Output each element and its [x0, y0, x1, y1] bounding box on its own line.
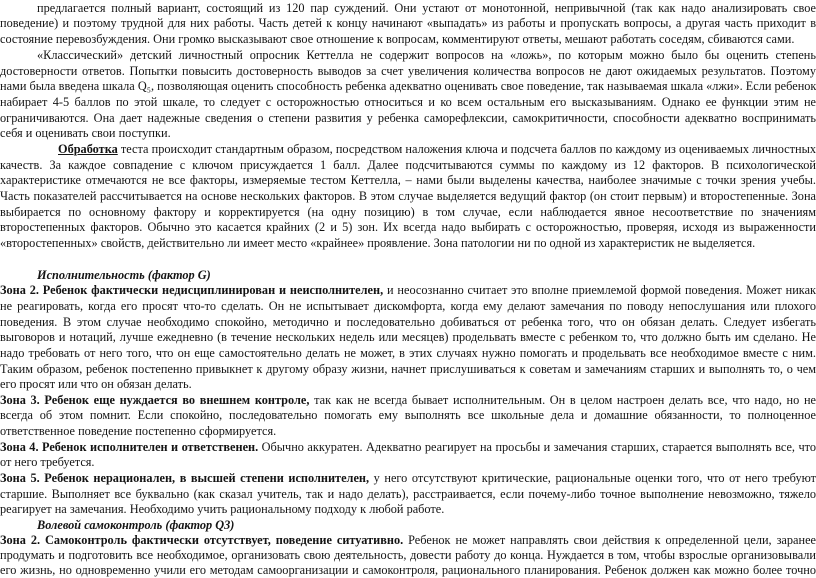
paragraph-line: предлагается полный вариант, состоящий из 120 пар суждений. Они устают от монотонной, непривычной (так как надо анализировать свое [37, 1, 816, 15]
paragraph-line: состояние перевозбуждения. Они громко высказывают свое отношение к вопросам, комментируют ответы, мешают работать соседям, сбиваются сами. [0, 32, 795, 46]
paragraph-line: себя и оценивать свои поступки. [0, 126, 171, 140]
paragraph-line: ограничиваются. Она дает надежные сведения о степени развития у ребенка саморефлексии, самокритичности, способности адекватно воспринимать [0, 111, 816, 125]
paragraph-line: «Классический» детский личностный опросник Кеттелла не содержит вопросов на «ложь», по которым можно было бы оценить степень [37, 48, 816, 62]
paragraph-line: ответственное поведение постепенно сформируется. [0, 424, 277, 438]
paragraph-line: всегда об этом помнит. Если спокойно, последовательно помогать ему выполнять все школьные дела и домашние обязанности, то полноценное [0, 408, 816, 422]
zone-2-line [0, 533, 816, 548]
zone-4-line [0, 440, 816, 455]
zone-2-line [0, 283, 816, 298]
paragraph-line: Таким образом, ребенок постепенно привыкнет к другому образу жизни, начнет прислушиваться к советам и замечаниям старших и выполнять то, о чем [0, 362, 816, 376]
paragraph-line: его просят или что он обязан делать. [0, 377, 192, 391]
paragraph-line: поведения. В этом случае необходимо спокойно, методично и последовательно добиваться от ребенка того, что он обязан делать. Следует избегать [0, 315, 816, 329]
paragraph-line: набирает 4-5 баллов по этой шкале, то следует с осторожностью относиться и ко всем остальным его высказываниям. Однако ее функции этим не [0, 95, 816, 109]
paragraph-line: достоверности ответов. Попытки повысить достоверность выводов за счет увеличения количества вопросов не дают ожидаемых результатов. Поэтому [0, 64, 816, 78]
paragraph-line: Часть показателей рассчитывается на основе нескольких факторов. В этом случае выделяется ведущий фактор (он стоит первым) и второстепенные. Зона [0, 189, 816, 203]
zone-4-label: Зона 4. Ребенок исполнителен и ответственен. [0, 440, 259, 454]
zone-text: и неосознанно считает это вполне приемлемой формой поведения. Может никак [383, 283, 816, 297]
zone-text: у него отсутствуют критические, рациональные оценки того, что от него требуют [369, 471, 816, 485]
paragraph-line: его жизнь, но одновременно учили его методам самоорганизации и самоконтроля, рационального планирования. Ребенок должен как можно более точно [0, 563, 816, 577]
section-heading-factor-g: Исполнительность (фактор G) [37, 268, 211, 282]
section-heading-factor-q3: Волевой самоконтроль (фактор Q3) [37, 518, 235, 532]
zone-text: так как не всегда бывает исполнительным. Он в целом настроен делать все, что надо, но не [309, 393, 816, 407]
paragraph-line [0, 142, 816, 157]
zone-3-line [0, 393, 816, 408]
paragraph-line: нами была введена шкала Q₅, позволяющая оценить способность ребенка адекватно оценивать свое поведение, так называемая шкала «лжи». Если ребенок [0, 79, 816, 93]
zone-5-line [0, 471, 816, 486]
paragraph-line: не реагировать, когда его просят что-то сделать. Он не испытывает дискомфорта, когда ему делают замечания по поводу непослушания или плохого [0, 299, 816, 313]
paragraph-line: старшие. Выполняет все буквально (как сказал учитель, так и надо делать), расстраивается, если почему-либо точное выполнение невозможно, тяжело [0, 487, 816, 501]
paragraph-line: характеристике отмечаются не все факторы, измеряемые тестом Кеттелла, – нами были выделены качества, наиболее значимые с точки зрения учебы. [0, 173, 816, 187]
zone-text: Ребенок не может направлять свои действия к определенной цели, заранее [403, 533, 816, 547]
paragraph-line: второстепенных факторов. Обычно это касается крайних (2 и 5) зон. Их всегда надо выбирать с осторожностью, проверяя, исходя из выраженности [0, 220, 816, 234]
paragraph-line: реагирует на замечания. Необходимо учить рациональному подходу к любой работе. [0, 502, 445, 516]
paragraph-line: продумать и подготовить все необходимое, организовать свою деятельность, довести работу до конца. Нуждается в том, чтобы взрослые организовывали [0, 548, 816, 562]
zone-2-label: Зона 2. Ребенок фактически недисциплинирован и неисполнителен, [0, 283, 384, 297]
paragraph-line: выговоров и нотаций, лучше ежедневно (в течение нескольких недель или месяцев) продельвать вместе с ребенком то, что должно быть им сделано. Не [0, 330, 816, 344]
paragraph-line: надо требовать от него того, что он еще самостоятельно делать не может, в этих случаях нужно помогать и продельвать все необходимое вместе с ним. [0, 346, 816, 360]
paragraph-line: «второстепенных» свойств, действительно ли имеет место «крайнее» проявление. Зона патологии ни по одной из характеристик не выделяется. [0, 236, 756, 250]
paragraph-line: качеств. За каждое совпадение с ключом присуждается 1 балл. Далее подсчитываются суммы по каждому из 12 факторов. В психологической [0, 158, 816, 172]
zone-5-label: Зона 5. Ребенок нерационален, в высшей степени исполнителен, [0, 471, 370, 485]
processing-term: Обработка [58, 142, 118, 156]
paragraph-line: выбирается по основному фактору и корректируется (на одну позицию) в том случае, если наблюдается явное несоответствие по значениям [0, 205, 816, 219]
zone-2-label: Зона 2. Самоконтроль фактически отсутствует, поведение ситуативно. [0, 533, 404, 547]
paragraph-line: поведение) и поэтому трудной для них работы. Часть детей к концу начинают «выпадать» из работы и пропускать вопросы, а другая часть приходит в [0, 16, 816, 30]
paragraph-line: от него требуется. [0, 455, 95, 469]
zone-3-label: Зона 3. Ребенок еще нуждается во внешнем контроле, [0, 393, 310, 407]
paragraph-text: теста происходит стандартным образом, посредством наложения ключа и подсчета баллов по каждому из оцениваемых личностных [117, 142, 816, 156]
zone-text: Обычно аккуратен. Адекватно реагирует на просьбы и замечания старших, старается выполнять все, что [258, 440, 816, 454]
